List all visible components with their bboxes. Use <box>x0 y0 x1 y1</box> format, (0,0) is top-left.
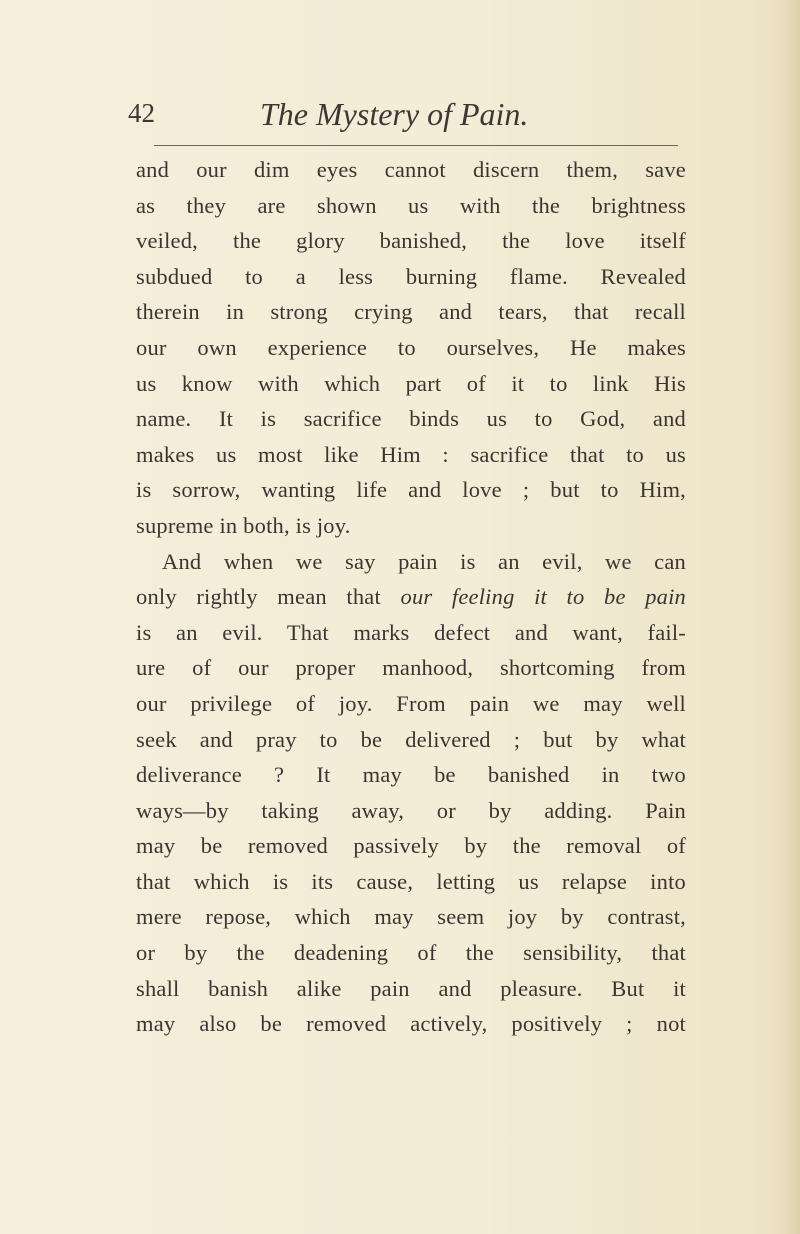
text-line: therein in strong crying and tears, that recall <box>136 299 686 325</box>
italic-emphasis: our feeling it to be pain <box>400 584 686 610</box>
text-line: us know with which part of it to link His <box>136 370 686 396</box>
text-line: is an evil. That marks defect and want, fail- <box>136 619 686 645</box>
text-line: our privilege of joy. From pain we may well <box>136 690 686 716</box>
text-line: may be removed passively by the removal of <box>136 833 686 859</box>
text-line: and our dim eyes cannot discern them, save <box>136 157 686 182</box>
text-line: is sorrow, wanting life and love ; but to Him, <box>136 477 686 503</box>
paragraph-start-line: And when we say pain is an evil, we can <box>162 548 686 574</box>
text-line: may also be removed actively, positively ; not <box>136 1011 686 1037</box>
text-line: that which is its cause, letting us relapse into <box>136 868 686 894</box>
header-rule <box>154 145 678 146</box>
text-line: shall banish alike pain and pleasure. But it <box>136 975 686 1001</box>
page-header <box>128 98 688 138</box>
text-line: seek and pray to be delivered ; but by what <box>136 726 686 752</box>
page-number: 42 <box>128 98 155 128</box>
running-title: The Mystery of Pain. <box>260 96 529 132</box>
text-line: ure of our proper manhood, shortcoming from <box>136 655 686 681</box>
text-line: deliverance ? It may be banished in two <box>136 762 686 788</box>
text-line: ways—by taking away, or by adding. Pain <box>136 797 686 823</box>
text-line: mere repose, which may seem joy by contrast, <box>136 904 686 930</box>
text-line: as they are shown us with the brightness <box>136 192 686 218</box>
text-span: only rightly mean that <box>136 584 381 610</box>
page-edge-shadow <box>782 0 800 1234</box>
text-line: makes us most like Him : sacrifice that to us <box>136 441 686 467</box>
text-line: or by the deadening of the sensibility, that <box>136 940 686 966</box>
text-line: veiled, the glory banished, the love itself <box>136 228 686 254</box>
text-line: our own experience to ourselves, He makes <box>136 334 686 360</box>
body-text <box>136 152 686 1042</box>
text-line-with-emphasis <box>136 579 686 615</box>
text-line: supreme in both, is joy. <box>136 512 351 538</box>
text-line: name. It is sacrifice binds us to God, and <box>136 406 686 432</box>
text-line: subdued to a less burning flame. Revealed <box>136 263 686 289</box>
